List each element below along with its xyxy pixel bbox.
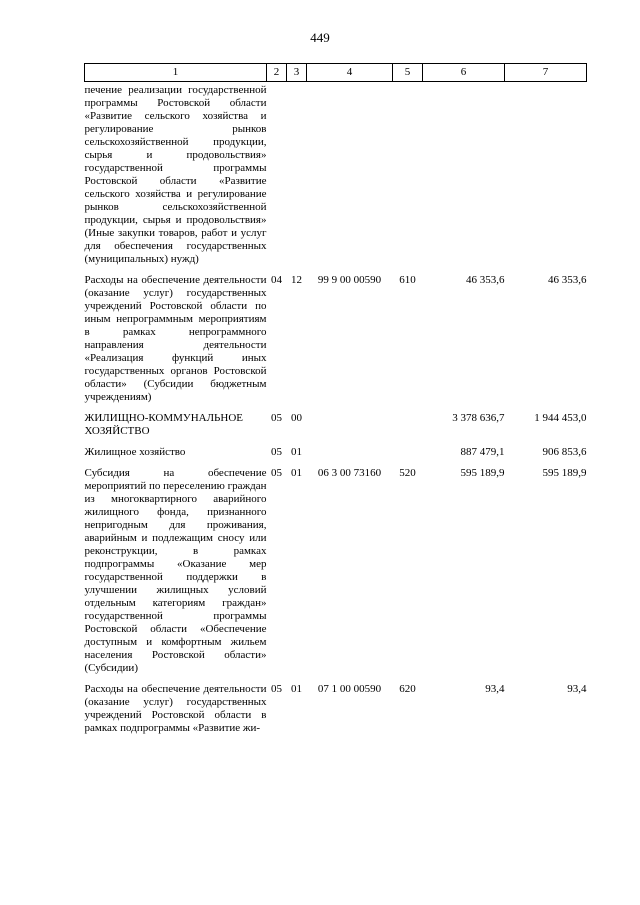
row-subsection: 00 — [291, 412, 302, 424]
row-amount-2: 595 189,9 — [542, 467, 587, 479]
row-name: Расходы на обеспечение деятельности (оказание услуг) государственных учреждений Ростовской области в рамках подпрограммы «Развитие жи- — [84, 683, 267, 734]
budget-table — [84, 63, 587, 735]
row-expense-type: 520 — [399, 467, 416, 479]
row-section — [267, 82, 287, 267]
column-header-1: 1 — [85, 64, 267, 82]
row-expense-type — [393, 438, 423, 459]
column-number-header — [85, 64, 587, 82]
row-expense-type — [393, 404, 423, 438]
row-target-article — [307, 404, 393, 438]
row-amount-1: 595 189,9 — [460, 467, 505, 479]
column-header-2: 2 — [267, 64, 287, 82]
row-section: 05 — [271, 412, 282, 424]
row-amount-1: 93,4 — [485, 683, 505, 695]
row-section: 05 — [271, 446, 282, 458]
row-amount-1: 46 353,6 — [466, 274, 505, 286]
column-header-7: 7 — [505, 64, 587, 82]
row-target-article: 07 1 00 00590 — [317, 683, 382, 695]
table-row — [85, 82, 587, 267]
row-target-article: 06 3 00 73160 — [317, 467, 382, 479]
row-section: 04 — [271, 274, 282, 286]
row-section: 05 — [271, 467, 282, 479]
row-target-article — [307, 438, 393, 459]
column-header-6: 6 — [423, 64, 505, 82]
row-name: Жилищное хозяйство — [84, 446, 186, 458]
row-expense-type: 610 — [399, 274, 416, 286]
page-number: 449 — [310, 30, 330, 45]
table-row — [85, 675, 587, 735]
row-subsection: 01 — [291, 683, 302, 695]
row-section: 05 — [271, 683, 282, 695]
row-amount-1: 887 479,1 — [460, 446, 505, 458]
row-name: Субсидия на обеспечение мероприятий по переселению граждан из многоквартирного аварийного жилищного фонда, признанного непригодным для проживания, аварийным и подлежащим сносу или реконструкции, в рамках подпрограммы «Оказание мер государственной поддержки в улучшении жилищных условий отдельным категориям граждан» государственной программы Ростовской области «Обеспечение доступным и комфортным жильем населения Ростовской области» (Субсидии) — [84, 467, 267, 674]
row-expense-type: 620 — [399, 683, 416, 695]
column-header-5: 5 — [393, 64, 423, 82]
column-header-3: 3 — [287, 64, 307, 82]
row-amount-2 — [505, 82, 587, 267]
table-row — [85, 459, 587, 675]
table-row — [85, 438, 587, 459]
row-name: ЖИЛИЩНО-КОММУНАЛЬНОЕ ХОЗЯЙСТВО — [84, 412, 243, 437]
row-subsection: 01 — [291, 446, 302, 458]
row-name: Расходы на обеспечение деятельности (оказание услуг) государственных учреждений Ростовской области по иным непрограммным мероприятиям в рамках непрограммного направления деятельности «Реализация функций иных государственных органов Ростовской области» (Субсидии бюджетным учреждениям) — [84, 274, 267, 403]
column-header-4: 4 — [307, 64, 393, 82]
row-target-article: 99 9 00 00590 — [317, 274, 382, 286]
row-name: печение реализации государственной программы Ростовской области «Развитие сельского хозяйства и регулирование рынков сельскохозяйственной продукции, сырья и продовольствия» государственной программы Ростовской области «Развитие сельского хозяйства и регулирование рынков сельскохозяйственной продукции, сырья и продовольствия» (Иные закупки товаров, работ и услуг для обеспечения государственных (муниципальных) нужд) — [84, 84, 267, 265]
table-row — [85, 404, 587, 438]
row-amount-2: 1 944 453,0 — [534, 412, 587, 424]
row-amount-2: 906 853,6 — [542, 446, 587, 458]
row-subsection: 01 — [291, 467, 302, 479]
row-subsection — [287, 82, 307, 267]
table-row — [85, 266, 587, 404]
row-expense-type — [393, 82, 423, 267]
row-target-article — [307, 82, 393, 267]
row-amount-1 — [423, 82, 505, 267]
row-amount-2: 93,4 — [567, 683, 587, 695]
row-subsection: 12 — [291, 274, 302, 286]
row-amount-1: 3 378 636,7 — [452, 412, 505, 424]
row-amount-2: 46 353,6 — [548, 274, 587, 286]
